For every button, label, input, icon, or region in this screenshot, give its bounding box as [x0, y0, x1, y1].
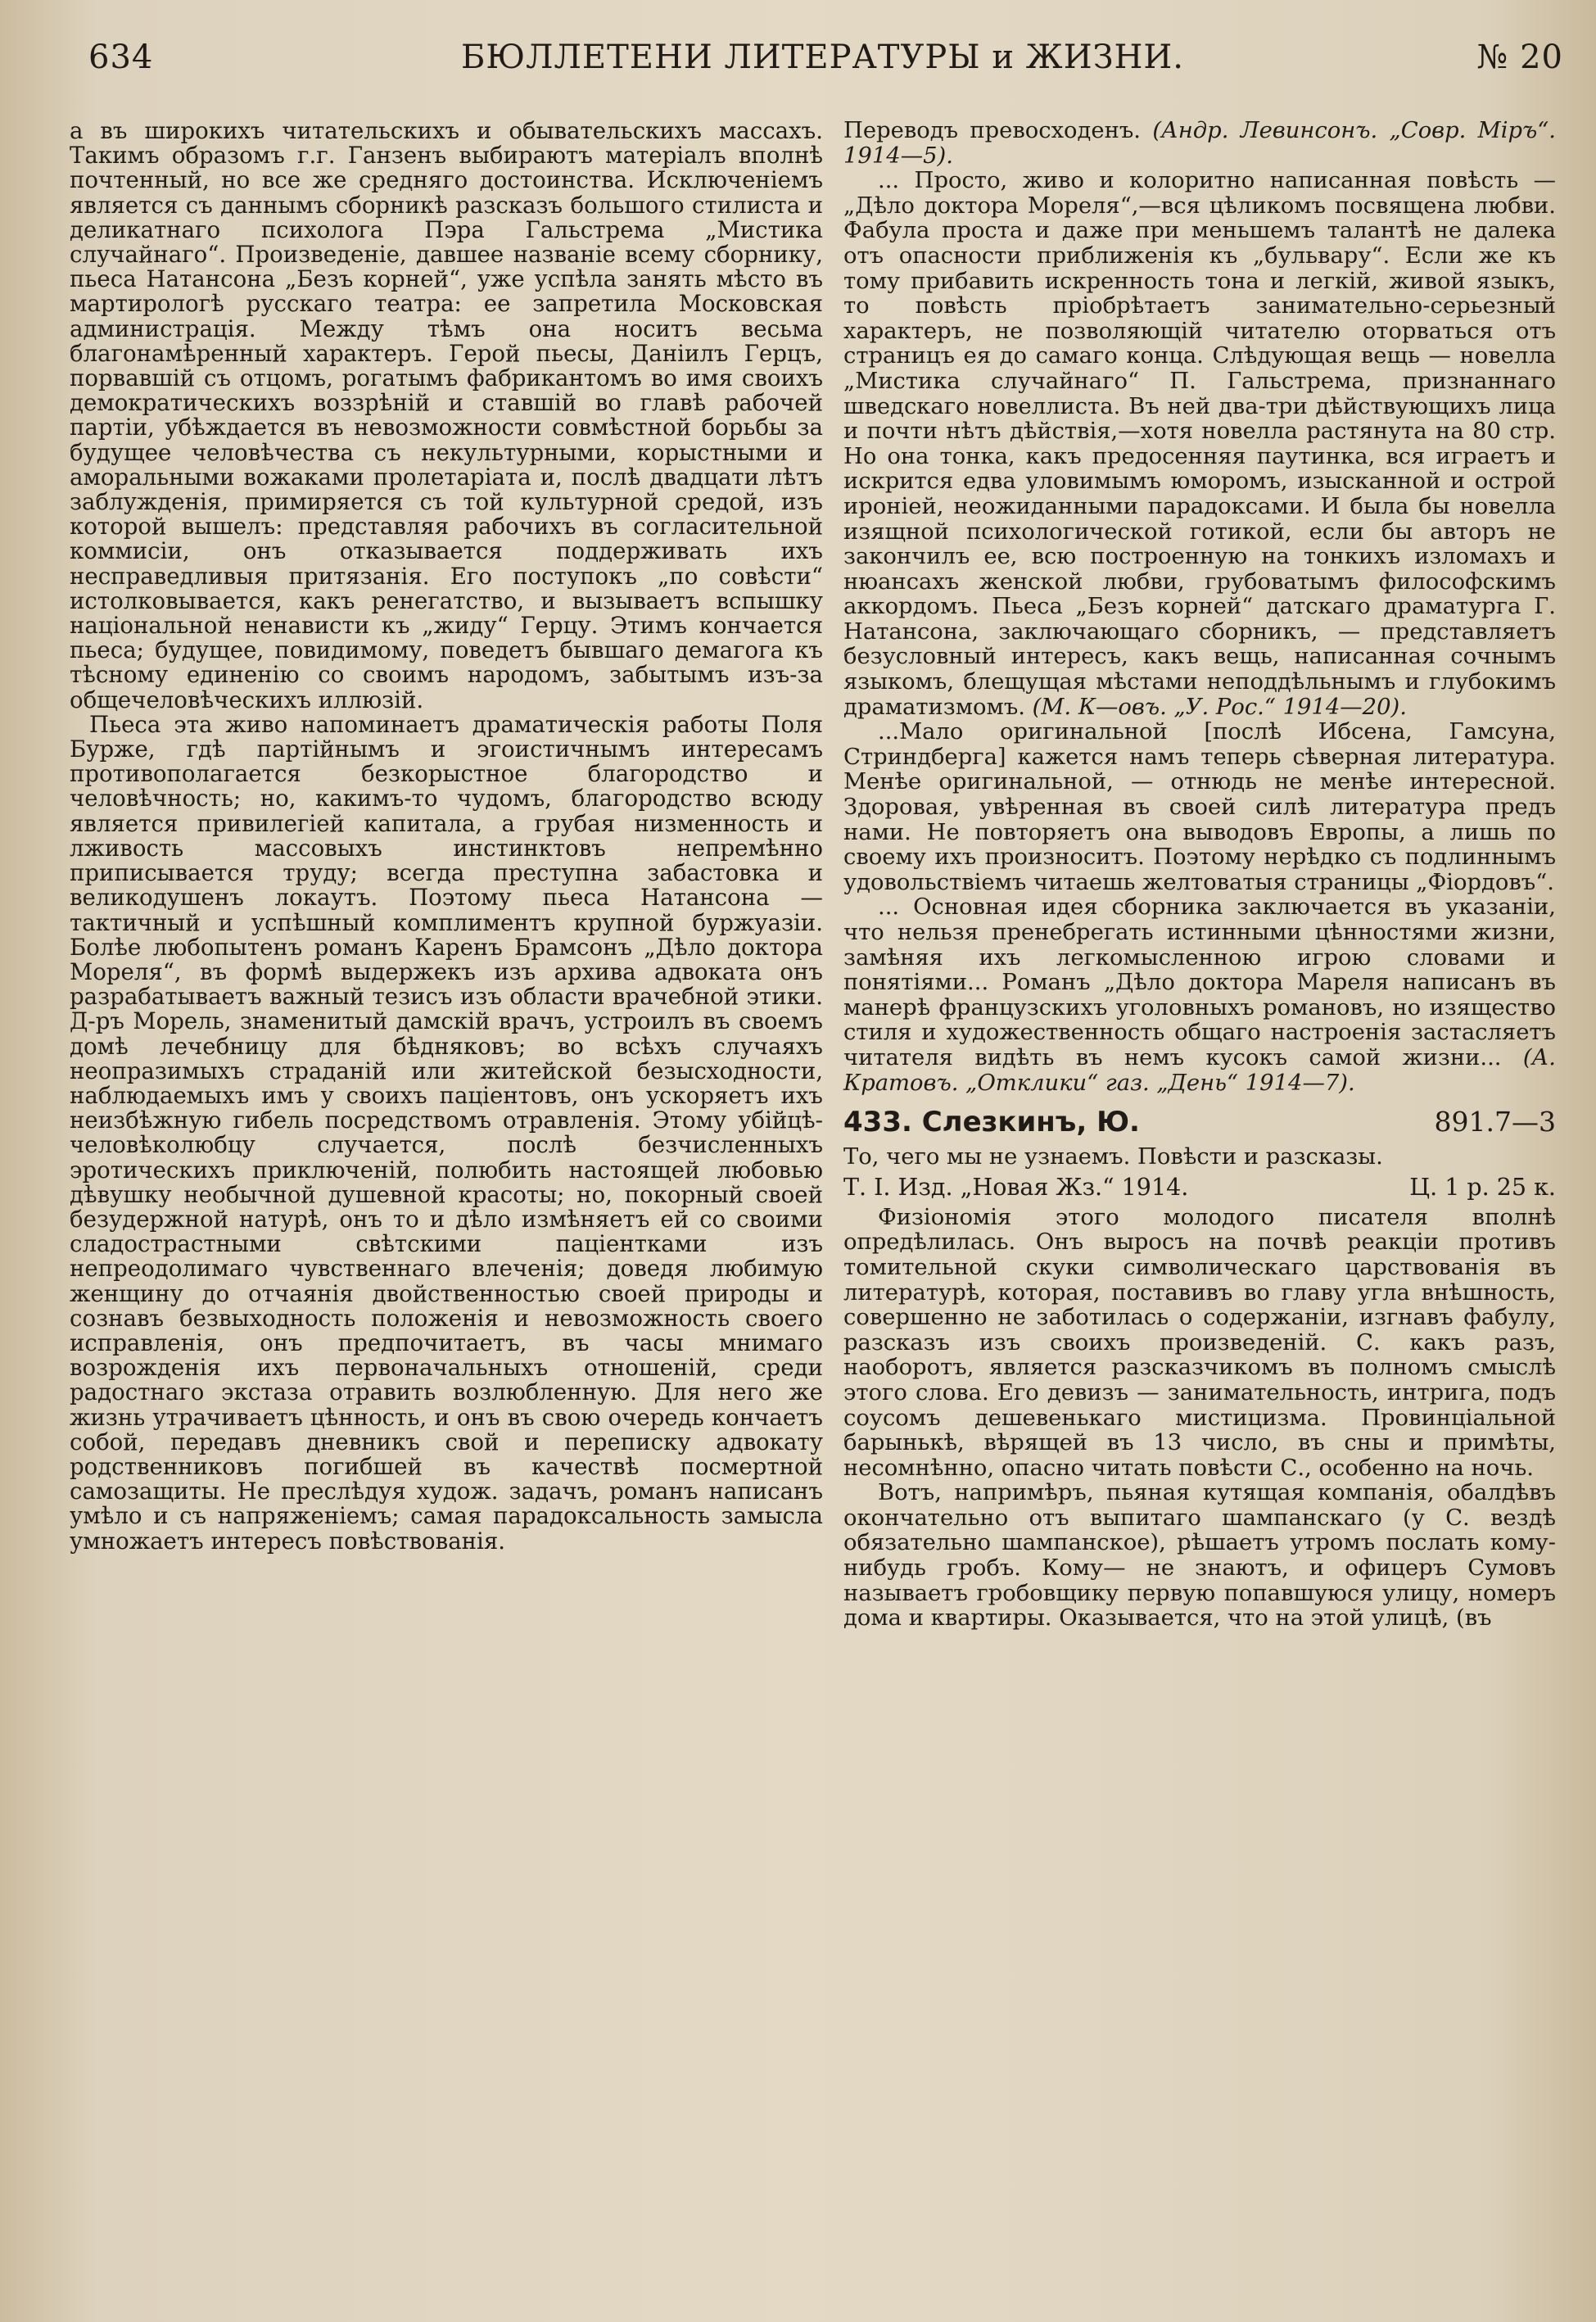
running-header — [82, 33, 1563, 82]
entry-title: То, чего мы не узнаемъ. Повѣсти и разсказы. — [843, 1144, 1383, 1170]
journal-title: БЮЛЛЕТЕНИ ЛИТЕРАТУРЫ и ЖИЗНИ. — [461, 38, 1184, 76]
right-column — [843, 119, 1556, 1632]
review-source: (М. К—овъ. „У. Рос.“ 1914—20). — [1032, 694, 1407, 720]
review-paragraph: Вотъ, напримѣръ, пьяная кутящая компанія, обалдѣвъ окончательно отъ выпитаго шампанскаго (у С. вездѣ обязательно шампанское), рѣшаетъ утромъ послать кому-нибудь гробъ. Кому— не знаютъ, и офицеръ Сумовъ называетъ гробовщику первую попавшуюся улицу, номеръ дома и квартиры. Оказывается, что на этой улицѣ, (въ — [843, 1480, 1556, 1632]
review-paragraph: Пьеса эта живо напоминаетъ драматическія работы Поля Бурже, гдѣ партійнымъ и эгоистичнымъ интересамъ противополагается безкорыстное благородство и человѣчность; но, какимъ-то чудомъ, благородство всюду является привилегіей капитала, а грубая низменность и лживость массовыхъ инстинктовъ непремѣнно приписывается труду; всегда преступна забастовка и великодушенъ локаутъ. Поэтому пьеса Натансона — тактичный и успѣшный комплиментъ крупной буржуазіи. Болѣе любопытенъ романъ Каренъ Брамсонъ „Дѣло доктора Мореля“, въ формѣ выдержекъ изъ архива адвоката онъ разрабатываетъ важный тезисъ изъ области врачебной этики. Д-ръ Морель, знаменитый дамскій врачъ, устроилъ въ своемъ домѣ лечебницу для бѣдняковъ; во всѣхъ случаяхъ неопразимыхъ страданій или житейской безысходности, наблюдаемыхъ имъ у своихъ паціентовъ, онъ ускоряетъ ихъ неизбѣжную гибель посредствомъ отравленія. Этому убійцѣ-человѣколюбцу случается, послѣ безчисленныхъ эротическихъ приключеній, полюбить настоящей любовью дѣвушку необычной душевной красоты; но, покорный своей безудержной натурѣ, онъ то и дѣло измѣняетъ ей со своими сладострастными свѣтскими паціентками изъ непреодолимаго чувственнаго влеченія; доведя любимую женщину до отчаянія двойственностью своей природы и сознавъ безвыходность положенія и невозможность своего исправленія, онъ предпочитаетъ, въ часы мнимаго возрожденія ихъ первоначальныхъ отношеній, среди радостнаго экстаза отравить возлюбленную. Для него же жизнь утрачиваетъ цѣнность, и онъ въ свою очередь кончаетъ собой, передавъ дневникъ свой и переписку адвокату родственниковъ погибшей въ качествѣ посмертной самозащиты. Не преслѣдуя худож. задачъ, романъ написанъ умѣло и съ напряженіемъ; самая парадоксальность замысла умножаетъ интересъ повѣствованія. — [70, 710, 823, 1555]
issue-number: № 20 — [1476, 38, 1563, 76]
left-column — [70, 119, 823, 1554]
entry-publication — [843, 1170, 1556, 1204]
review-paragraph — [843, 119, 1556, 169]
entry-author: 433. Слезкинъ, Ю. — [843, 1106, 1140, 1139]
review-paragraph — [843, 169, 1556, 720]
review-text: Переводъ превосходенъ. — [843, 118, 1142, 143]
review-paragraph: ...Мало оригинальной [послѣ Ибсена, Гамсуна, Стриндберга] кажется намъ теперь сѣверная литература. Менѣе оригинальной, — отнюдь не менѣе интересной. Здоровая, увѣренная въ своей силѣ литература предъ нами. Не повторяетъ она выводовъ Европы, а лишь по своему ихъ произноситъ. Поэтому нерѣдко съ подлиннымъ удовольствіемъ читаешь желтоватыя страницы „Фіордовъ“. — [843, 719, 1556, 895]
entry-classification: 891.7—3 — [1434, 1106, 1556, 1138]
entry-publisher: Т. I. Изд. „Новая Жз.“ 1914. — [843, 1173, 1189, 1201]
review-source: (Андр. Левинсонъ. „Совр. Міръ“. 1914—5). — [843, 118, 1556, 169]
review-source: (А. Кратовъ. „Отклики“ газ. „День“ 1914—7). — [843, 1044, 1556, 1096]
review-paragraph: Физіономія этого молодого писателя вполнѣ опредѣлилась. Онъ выросъ на почвѣ реакціи противъ томительной скуки символическаго царствованія въ литературѣ, которая, поставивъ во главу угла внѣшность, совершенно не заботилась о содержаніи, изгнавъ фабулу, разсказъ изъ своихъ произведеній. С. какъ разъ, наоборотъ, является разсказчикомъ въ полномъ смыслѣ этого слова. Его девизъ — занимательность, интрига, подъ соусомъ дешевенькаго мистицизма. Провинціальной барынькѣ, вѣрящей въ 13 число, въ сны и примѣты, несомнѣнно, опасно читать повѣсти С., особенно на ночь. — [843, 1204, 1556, 1481]
review-text: ... Основная идея сборника заключается въ указаніи, что нельзя пренебрегать истинными цѣнностями жизни, замѣняя ихъ легкомысленною игрою словами и понятіями... Романъ „Дѣло доктора Мареля написанъ въ манерѣ французскихъ уголовныхъ романовъ, но изящество стиля и художественность общаго настроенія застасляетъ читателя видѣть въ немъ кусокъ самой жизни... — [843, 894, 1556, 1070]
review-text: ... Просто, живо и колоритно написанная повѣсть — „Дѣло доктора Мореля“,—вся цѣликомъ посвящена любви. Фабула проста и даже при меньшемъ талантѣ не далека отъ опасности приближенія къ „бульвару“. Если же къ тому прибавить искренность тона и легкій, живой языкъ, то повѣсть пріобрѣтаетъ занимательно-серьезный характеръ, не позволяющій читателю оторваться отъ страницъ ея до самаго конца. Слѣдующая вещь — новелла „Мистика случайнаго“ П. Гальстрема, признаннаго шведскаго новеллиста. Въ ней два-три дѣйствующихъ лица и почти нѣтъ дѣйствія,—хотя новелла растянута на 80 стр. Но она тонка, какъ предосенняя паутинка, вся играетъ и искрится едва уловимымъ юморомъ, изысканной и острой ироніей, неожиданными парадоксами. И была бы новелла изящной психологической готикой, если бы авторъ не закончилъ ее, всю построенную на тонкихъ изломахъ и нюансахъ женской любви, грубоватымъ философскимъ аккордомъ. Пьеса „Безъ корней“ датскаго драматурга Г. Натансона, заключающаго сборникъ, — представляетъ безусловный интересъ, какъ вещь, написанная сочнымъ языкомъ, блещущая мѣстами неподдѣльнымъ и глубокимъ драматизмомъ. — [843, 168, 1556, 720]
entry-price: Ц. 1 р. 25 к. — [1409, 1173, 1556, 1201]
review-paragraph — [843, 895, 1556, 1096]
review-paragraph: а въ широкихъ читательскихъ и обывательскихъ массахъ. Такимъ образомъ г.г. Ганзенъ выбираютъ матеріалъ вполнѣ почтенный, но все же средняго достоинства. Исключеніемъ является съ даннымъ сборникѣ разсказъ большого стилиста и деликатнаго психолога Пэра Гальстрема „Мистика случайнаго“. Произведеніе, давшее названіе всему сборнику, пьеса Натансона „Безъ корней“, уже успѣла занять мѣсто въ мартирологѣ русскаго театра: ее запретила Московская администрація. Между тѣмъ она носитъ весьма благонамѣренный характеръ. Герой пьесы, Даніилъ Герцъ, порвавшій съ отцомъ, рогатымъ фабрикантомъ во имя своихъ демократическихъ воззрѣній и ставшій во главѣ рабочей партіи, убѣждается въ невозможности совмѣстной борьбы за будущее человѣчества съ некультурными, корыстными и аморальными вожаками пролетаріата и, послѣ двадцати лѣтъ заблужденія, примиряется съ той культурной средой, изъ которой вышелъ: представляя рабочихъ въ согласительной коммисіи, онъ отказывается поддерживать ихъ несправедливыя притязанія. Его поступокъ „по совѣсти“ истолковывается, какъ ренегатство, и вызываетъ вспышку національной ненависти къ „жиду“ Герцу. Этимъ кончается пьеса; будущее, повидимому, поведетъ бывшаго демагога къ тѣсному единенію со своимъ народомъ, забытымъ изъ-за общечеловѣческихъ иллюзій. — [70, 117, 823, 713]
bibliography-entry-heading — [843, 1099, 1556, 1145]
page-number: 634 — [88, 38, 154, 76]
